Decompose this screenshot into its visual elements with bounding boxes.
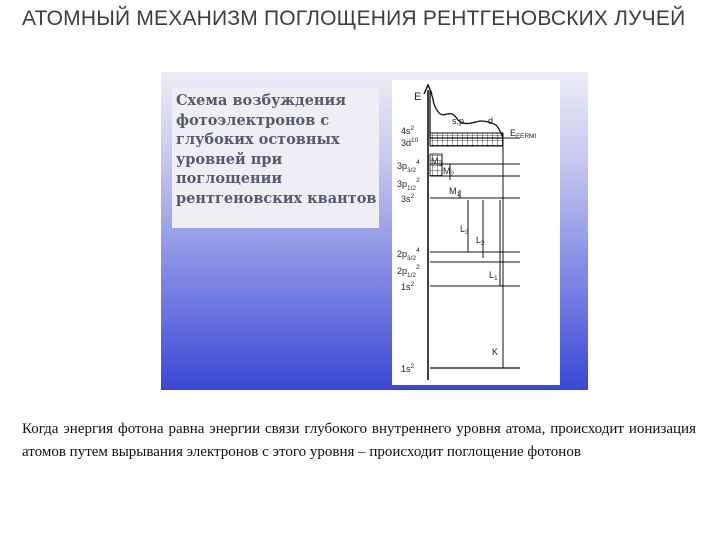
dos-curve [430,92,503,138]
energy-level-diagram [392,80,560,385]
band-label-d: d [488,116,494,126]
level-label: $1s^2$ [401,281,415,292]
caption-line: уровней при [176,150,283,168]
level-label: $3s^2$ [401,193,415,204]
caption-line: Схема возбуждения [176,92,347,109]
axis-label: E [414,91,422,103]
level-label: $2p_{3/2}^4$ [397,247,420,262]
caption-line: рентгеновских квантов [176,189,377,207]
caption-line: поглощении [176,170,283,187]
level-label: $3p_{1/2}^2$ [397,177,420,192]
edge-label: $M_2$ [443,166,455,178]
energy-level-svg [392,80,560,385]
caption-line: фотоэлектронов с [176,111,330,129]
body-paragraph: Когда энергия фотона равна энергии связи глубокого внутреннего уровня атома, происходит ионизация атомов путем вырывания электронов с этого уровня – происходит поглощение фотонов [22,421,696,460]
level-label: $1s^2$ [401,363,415,374]
edge-label: $M_3$ [431,156,443,168]
edge-label: $L_2$ [476,235,485,247]
slide-title: АТОМНЫЙ МЕХАНИЗМ ПОГЛОЩЕНИЯ РЕНТГЕНОВСКИХ ЛУЧЕЙ [22,7,686,30]
edge-label: $L_3$ [460,224,469,236]
band-label-sp: s,p [452,116,465,126]
fermi-label: $E_{FERMI}$ [510,128,537,140]
edge-label: $M_1$ [449,186,461,198]
level-label: $2p_{1/2}^2$ [397,264,420,279]
edge-label: $L_1$ [489,270,498,282]
caption-text [176,91,376,208]
level-label: $3p_{3/2}^4$ [397,159,420,174]
d-band-hatched [430,133,503,146]
level-label: $4s^2$ [401,125,415,136]
level-label: $3d^{10}$ [401,137,419,148]
edge-label: K [492,347,499,357]
caption-line: глубоких остовных [176,131,340,148]
